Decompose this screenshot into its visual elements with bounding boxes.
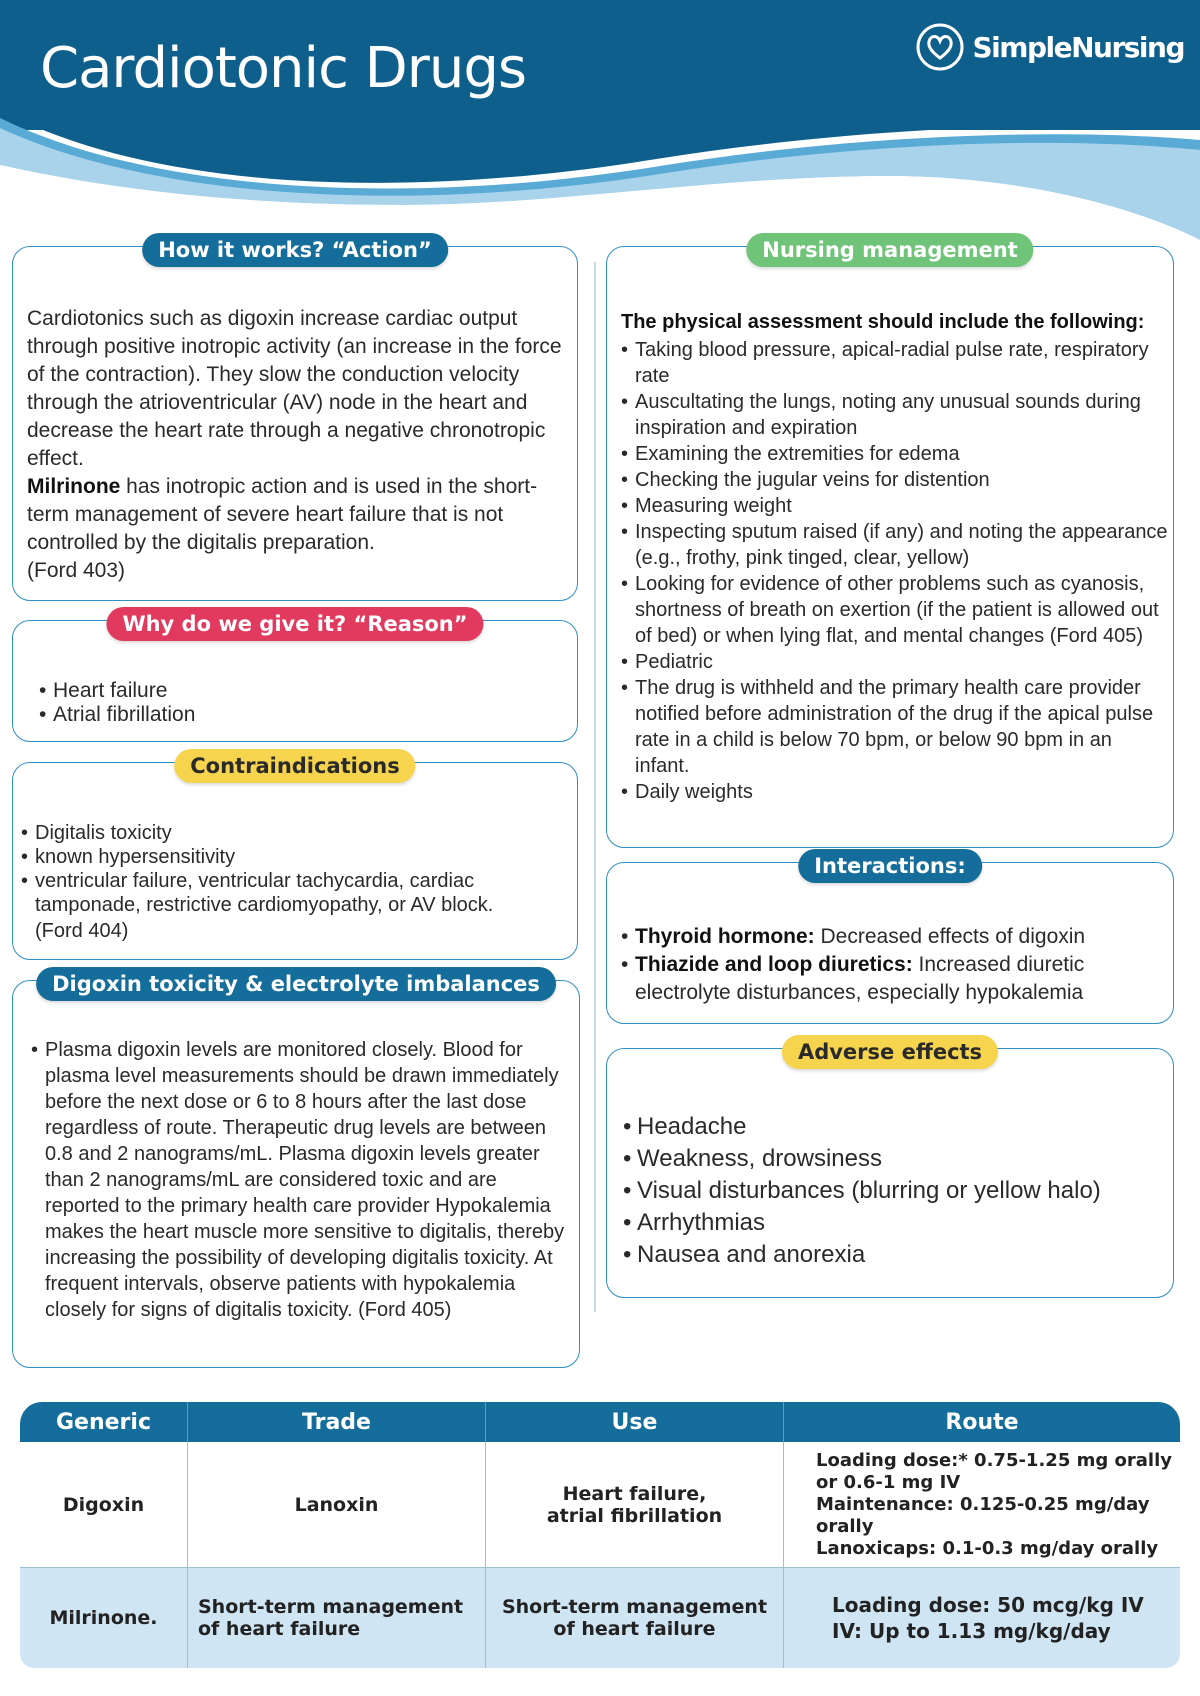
table-row [20, 1568, 1180, 1668]
route-line: Maintenance: 0.125-0.25 mg/day orally [816, 1493, 1150, 1537]
list-item: • Taking blood pressure, apical-radial pulse rate, respiratory rate [621, 337, 1169, 389]
trade-cell: Lanoxin [188, 1442, 486, 1568]
list-item: • Arrhythmias [623, 1207, 1171, 1239]
list-item: • ventricular failure, ventricular tachycardia, cardiac tamponade, restrictive cardiomyopathy, or AV block. [21, 869, 573, 917]
list-item [621, 923, 1169, 951]
list-item [621, 951, 1169, 1007]
use-cell: Short-term management of heart failure [486, 1568, 784, 1668]
nursing-list [621, 337, 1169, 805]
contraindications-card [12, 754, 578, 960]
interactions-heading: Interactions: [798, 849, 982, 883]
generic-cell: Digoxin [20, 1442, 188, 1568]
toxicity-heading: Digoxin toxicity & electrolyte imbalances [36, 967, 556, 1001]
interactions-card [606, 854, 1174, 1024]
brand-name: SimpleNursing [972, 30, 1184, 64]
route-line: Loading dose: 50 mcg/kg IV [832, 1593, 1144, 1617]
list-item: • Nausea and anorexia [623, 1239, 1171, 1271]
toxicity-list [31, 1037, 571, 1323]
list-item: • Inspecting sputum raised (if any) and noting the appearance (e.g., frothy, pink tinged, clear, yellow) [621, 519, 1169, 571]
toxicity-text: • Plasma digoxin levels are monitored closely. Blood for plasma level measurements should be drawn immediately before the next dose or 6 to 8 hours after the last dose regardless of route. Therapeutic drug levels are between 0.8 and 2 nanograms/mL. Plasma digoxin levels greater than 2 nanograms/mL are considered toxic and are reported to the primary health care provider Hypokalemia makes the heart muscle more sensitive to digitalis, thereby increasing the possibility of developing digitalis toxicity. At frequent intervals, observe patients with hypokalemia closely for signs of digitalis toxicity. (Ford 405) [31, 1037, 571, 1323]
route-cell [784, 1568, 1180, 1668]
action-text [27, 305, 567, 585]
interaction-text: Increased diuretic electrolyte disturbances, especially hypokalemia [635, 953, 1085, 1004]
action-citation: (Ford 403) [27, 559, 126, 582]
adverse-card [606, 1040, 1174, 1298]
generic-cell: Milrinone. [20, 1568, 188, 1668]
list-item: • Looking for evidence of other problems such as cyanosis, shortness of breath on exertion (if the patient is allowed out of bed) or when lying flat, and mental changes (Ford 405) [621, 571, 1169, 649]
column-header-generic: Generic [20, 1402, 188, 1442]
contraindications-heading: Contraindications [174, 749, 415, 783]
adverse-list [623, 1111, 1171, 1271]
list-item: • Headache [623, 1111, 1171, 1143]
action-paragraph2: has inotropic action and is used in the short-term management of severe heart failure that is not controlled by the digitalis preparation. [27, 475, 538, 554]
route-line: IV: Up to 1.13 mg/kg/day [832, 1619, 1111, 1643]
list-item: • Visual disturbances (blurring or yellow halo) [623, 1175, 1171, 1207]
list-item: • The drug is withheld and the primary health care provider notified before administration of the drug if the apical pulse rate in a child is below 70 bpm, or below 90 bpm in an infant. [621, 675, 1169, 779]
reason-card [12, 612, 578, 742]
interactions-list [621, 923, 1169, 1007]
column-header-use: Use [486, 1402, 784, 1442]
action-card [12, 238, 578, 601]
column-header-trade: Trade [188, 1402, 486, 1442]
list-item: • Atrial fibrillation [39, 703, 559, 727]
page-title: Cardiotonic Drugs [40, 36, 527, 101]
list-item: • Pediatric [621, 649, 1169, 675]
table-header-row [20, 1402, 1180, 1442]
contraindications-list [21, 821, 573, 917]
stethoscope-heart-icon [915, 22, 965, 72]
nursing-heading: Nursing management [746, 233, 1033, 267]
nursing-intro: The physical assessment should include the following: [621, 311, 1145, 333]
list-item: • Digitalis toxicity [21, 821, 573, 845]
list-item: • Heart failure [39, 679, 559, 703]
interaction-term: Thiazide and loop diuretics: [635, 953, 913, 976]
milrinone-term: Milrinone [27, 475, 121, 498]
action-paragraph1: Cardiotonics such as digoxin increase cardiac output through positive inotropic activity (an increase in the force of the contraction). They slow the conduction velocity through the atrioventricular (AV) node in the heart and decrease the heart rate through a negative chronotropic effect. [27, 307, 562, 470]
route-cell [784, 1442, 1180, 1568]
interaction-text: Decreased effects of digoxin [814, 925, 1086, 948]
list-item: • Weakness, drowsiness [623, 1143, 1171, 1175]
use-cell: Heart failure, atrial fibrillation [486, 1442, 784, 1568]
list-item: • Auscultating the lungs, noting any unusual sounds during inspiration and expiration [621, 389, 1169, 441]
list-item: • Measuring weight [621, 493, 1169, 519]
action-heading: How it works? “Action” [142, 233, 448, 267]
route-line: Lanoxicaps: 0.1-0.3 mg/day orally [816, 1537, 1159, 1559]
reason-heading: Why do we give it? “Reason” [106, 607, 483, 641]
list-item: • Daily weights [621, 779, 1169, 805]
interaction-term: Thyroid hormone: [635, 925, 815, 948]
column-header-route: Route [784, 1402, 1180, 1442]
list-item: • Examining the extremities for edema [621, 441, 1169, 467]
column-divider [594, 262, 596, 1312]
trade-cell: Short-term management of heart failure [188, 1568, 486, 1668]
adverse-heading: Adverse effects [782, 1035, 998, 1069]
nursing-card [606, 238, 1174, 848]
contraindications-citation: (Ford 404) [35, 920, 129, 942]
brand[interactable] [915, 22, 1185, 72]
list-item: • Checking the jugular veins for distention [621, 467, 1169, 493]
list-item: • known hypersensitivity [21, 845, 573, 869]
drug-table [20, 1402, 1180, 1668]
route-line: Loading dose:* 0.75-1.25 mg orally or 0.6-1 mg IV [816, 1449, 1172, 1493]
toxicity-card [12, 972, 580, 1368]
reason-list [39, 679, 559, 727]
table-row [20, 1442, 1180, 1568]
